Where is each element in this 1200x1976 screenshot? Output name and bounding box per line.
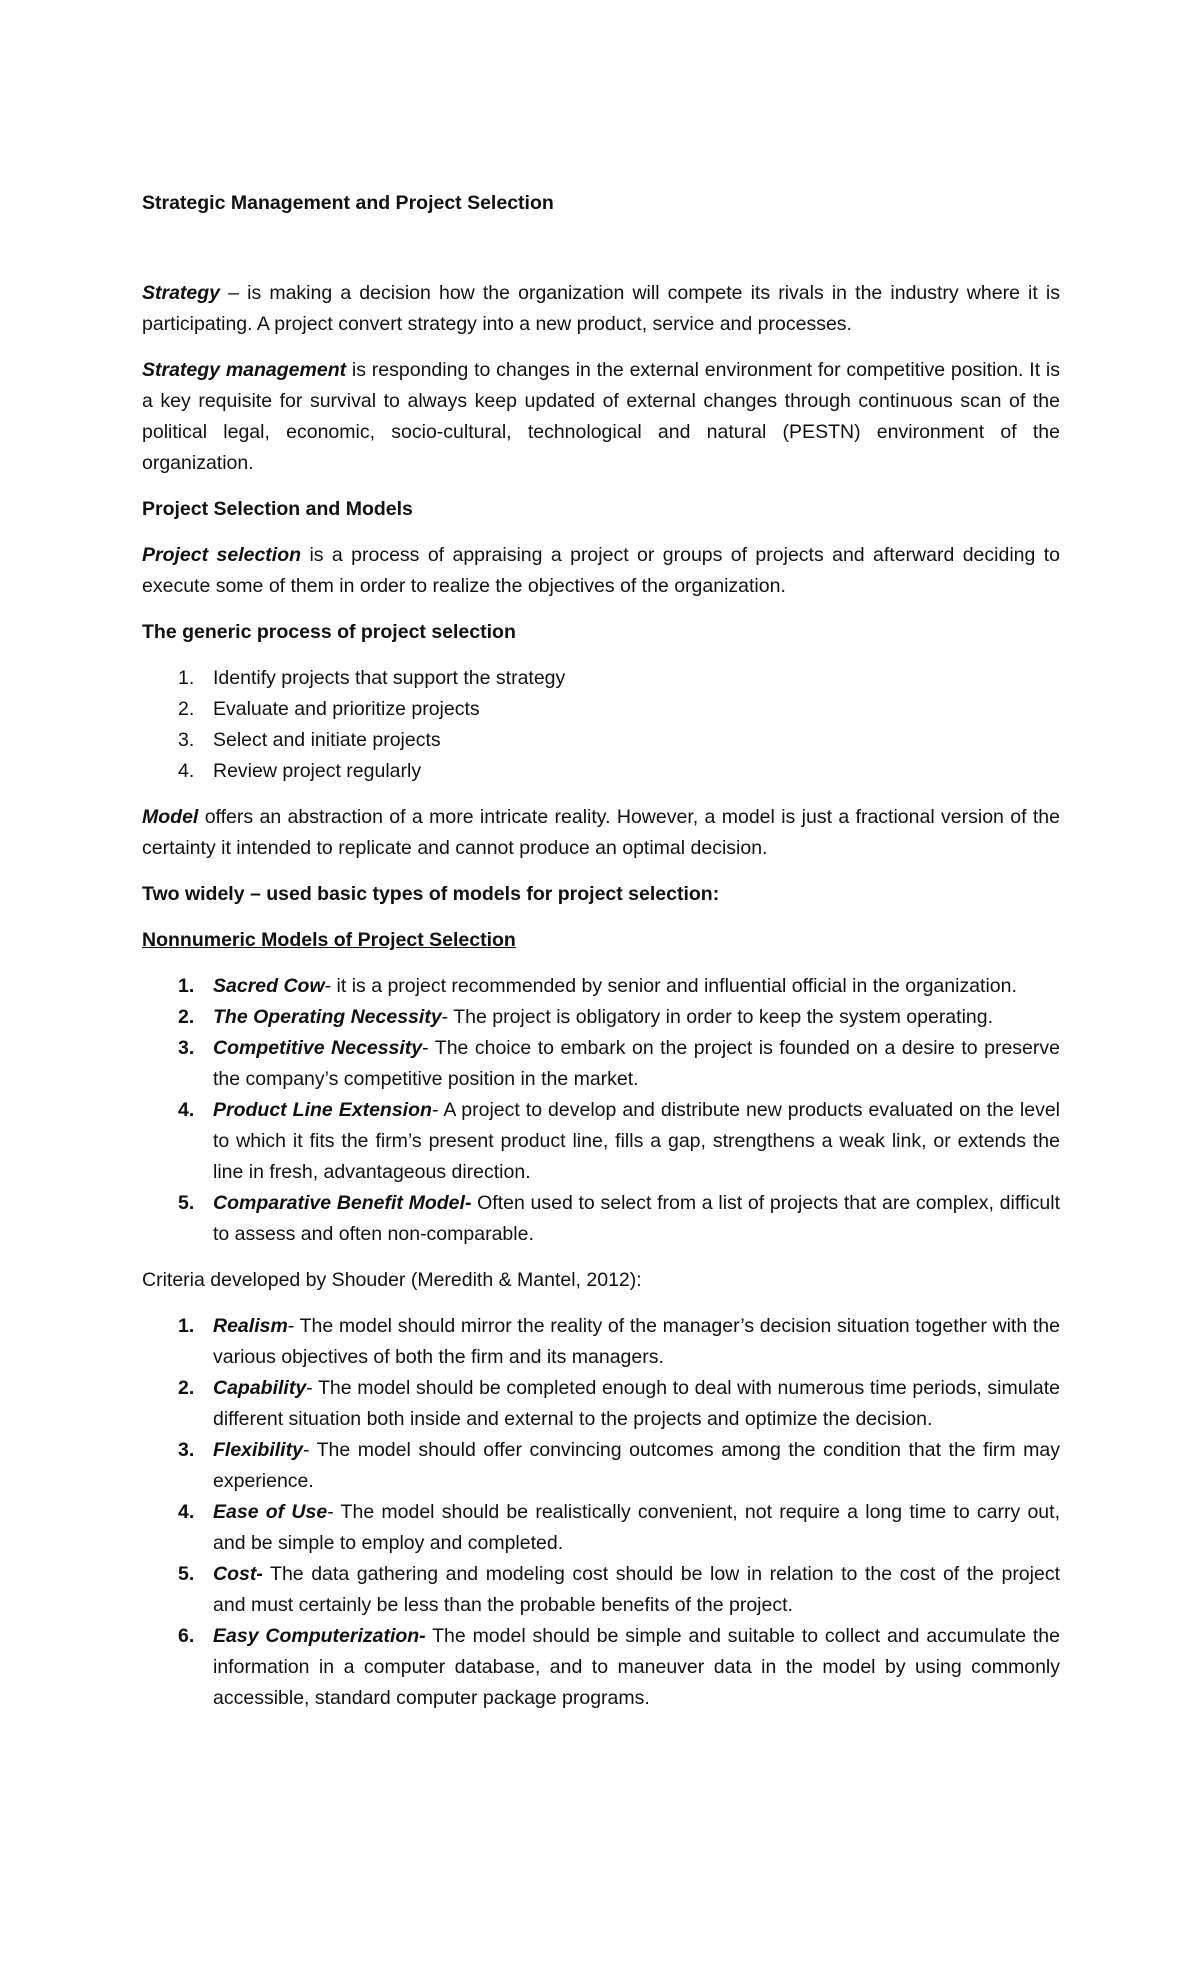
model-term: Model bbox=[142, 806, 199, 828]
project-selection-paragraph bbox=[142, 540, 1060, 602]
list-item bbox=[142, 725, 1060, 756]
list-number: 4. bbox=[178, 1501, 195, 1523]
criteria-intro: Criteria developed by Shouder (Meredith & Mantel, 2012): bbox=[142, 1269, 642, 1291]
list-item bbox=[142, 1621, 1060, 1714]
list-text: - The model should mirror the reality of the manager’s decision situation together with the various objectives of both the firm and its managers. bbox=[213, 1315, 1060, 1368]
list-item bbox=[142, 1559, 1060, 1621]
list-term: Sacred Cow bbox=[213, 975, 325, 997]
list-text: Evaluate and prioritize projects bbox=[213, 698, 480, 720]
list-item bbox=[142, 1373, 1060, 1435]
list-number: 3. bbox=[178, 1439, 195, 1461]
list-text: Select and initiate projects bbox=[213, 729, 441, 751]
list-text: - A project to develop and distribute new products evaluated on the level to which it fits the firm’s present product line, fills a gap, strengthens a weak link, or extends the line in fresh, advantageous direction. bbox=[213, 1099, 1061, 1183]
strategy-text: – is making a decision how the organization will compete its rivals in the industry where it is participating. A project convert strategy into a new product, service and processes. bbox=[142, 282, 1060, 335]
model-text: offers an abstraction of a more intricate reality. However, a model is just a fractional version of the certainty it intended to replicate and cannot produce an optimal decision. bbox=[142, 806, 1060, 859]
strategy-management-text: is responding to changes in the external environment for competitive position. It is a key requisite for survival to always keep updated of external changes through continuous scan of the political legal, economic, socio-cultural, technological and natural (PESTN) environment of the organization. bbox=[142, 359, 1061, 474]
list-text: Review project regularly bbox=[213, 760, 422, 782]
list-term: Easy Computerization- bbox=[213, 1625, 426, 1647]
list-number: 4. bbox=[178, 1099, 195, 1121]
list-number: 5. bbox=[178, 1192, 195, 1214]
list-number: 1. bbox=[178, 1315, 195, 1337]
list-number: 5. bbox=[178, 1563, 195, 1585]
list-number: 3. bbox=[178, 1037, 195, 1059]
strategy-paragraph bbox=[142, 278, 1060, 340]
strategy-management-paragraph bbox=[142, 355, 1060, 479]
list-term: Flexibility bbox=[213, 1439, 303, 1461]
project-selection-text: is a process of appraising a project or groups of projects and afterward deciding to execute some of them in order to realize the objectives of the organization. bbox=[142, 544, 1061, 597]
project-selection-term: Project selection bbox=[142, 544, 302, 566]
criteria-list bbox=[142, 1311, 1060, 1714]
list-text: The model should be simple and suitable to collect and accumulate the information in a computer database, and to maneuver data in the model by using commonly accessible, standard computer package programs. bbox=[213, 1625, 1060, 1709]
strategy-management-term: Strategy management bbox=[142, 359, 347, 381]
list-item bbox=[142, 1002, 1060, 1033]
list-text: - The model should be realistically convenient, not require a long time to carry out, and be simple to employ and completed. bbox=[213, 1501, 1060, 1554]
document-title: Strategic Management and Project Selection bbox=[142, 192, 554, 214]
heading-selection-models: Project Selection and Models bbox=[142, 498, 413, 520]
list-item bbox=[142, 1095, 1060, 1188]
model-paragraph bbox=[142, 802, 1060, 864]
document-page bbox=[142, 188, 1060, 1729]
list-term: Capability bbox=[213, 1377, 307, 1399]
list-item bbox=[142, 663, 1060, 694]
list-text: Often used to select from a list of projects that are complex, difficult to assess and often non-comparable. bbox=[213, 1192, 1060, 1245]
heading-nonnumeric: Nonnumeric Models of Project Selection bbox=[142, 929, 516, 951]
list-number: 1. bbox=[178, 975, 195, 997]
heading-generic-process: The generic process of project selection bbox=[142, 621, 516, 643]
list-text: - The project is obligatory in order to keep the system operating. bbox=[441, 1006, 994, 1028]
list-number: 2. bbox=[178, 1377, 195, 1399]
list-number: 6. bbox=[178, 1625, 195, 1647]
strategy-term: Strategy bbox=[142, 282, 221, 304]
list-item bbox=[142, 1311, 1060, 1373]
list-number: 3. bbox=[178, 729, 195, 751]
list-number: 1. bbox=[178, 667, 195, 689]
list-term: Realism bbox=[213, 1315, 288, 1337]
list-number: 4. bbox=[178, 760, 195, 782]
generic-process-list bbox=[142, 663, 1060, 787]
list-text: - The model should be completed enough to deal with numerous time periods, simulate different situation both inside and external to the projects and optimize the decision. bbox=[213, 1377, 1060, 1430]
list-text: Identify projects that support the strategy bbox=[213, 667, 566, 689]
list-term: Ease of Use bbox=[213, 1501, 328, 1523]
list-item bbox=[142, 1033, 1060, 1095]
list-item bbox=[142, 971, 1060, 1002]
list-item bbox=[142, 1435, 1060, 1497]
list-number: 2. bbox=[178, 698, 195, 720]
list-term: Competitive Necessity bbox=[213, 1037, 423, 1059]
list-item bbox=[142, 1497, 1060, 1559]
heading-two-types: Two widely – used basic types of models for project selection: bbox=[142, 883, 720, 905]
list-term: Cost- bbox=[213, 1563, 263, 1585]
list-term: The Operating Necessity bbox=[213, 1006, 442, 1028]
list-text: - The choice to embark on the project is founded on a desire to preserve the company’s competitive position in the market. bbox=[213, 1037, 1060, 1090]
list-text: - it is a project recommended by senior and influential official in the organization. bbox=[324, 975, 1017, 997]
list-item bbox=[142, 756, 1060, 787]
list-term: Comparative Benefit Model- bbox=[213, 1192, 472, 1214]
list-text: - The model should offer convincing outcomes among the condition that the firm may experience. bbox=[213, 1439, 1060, 1492]
nonnumeric-models-list bbox=[142, 971, 1060, 1250]
list-number: 2. bbox=[178, 1006, 195, 1028]
list-term: Product Line Extension bbox=[213, 1099, 432, 1121]
list-item bbox=[142, 694, 1060, 725]
list-text: The data gathering and modeling cost should be low in relation to the cost of the project and must certainly be less than the probable benefits of the project. bbox=[213, 1563, 1060, 1616]
list-item bbox=[142, 1188, 1060, 1250]
